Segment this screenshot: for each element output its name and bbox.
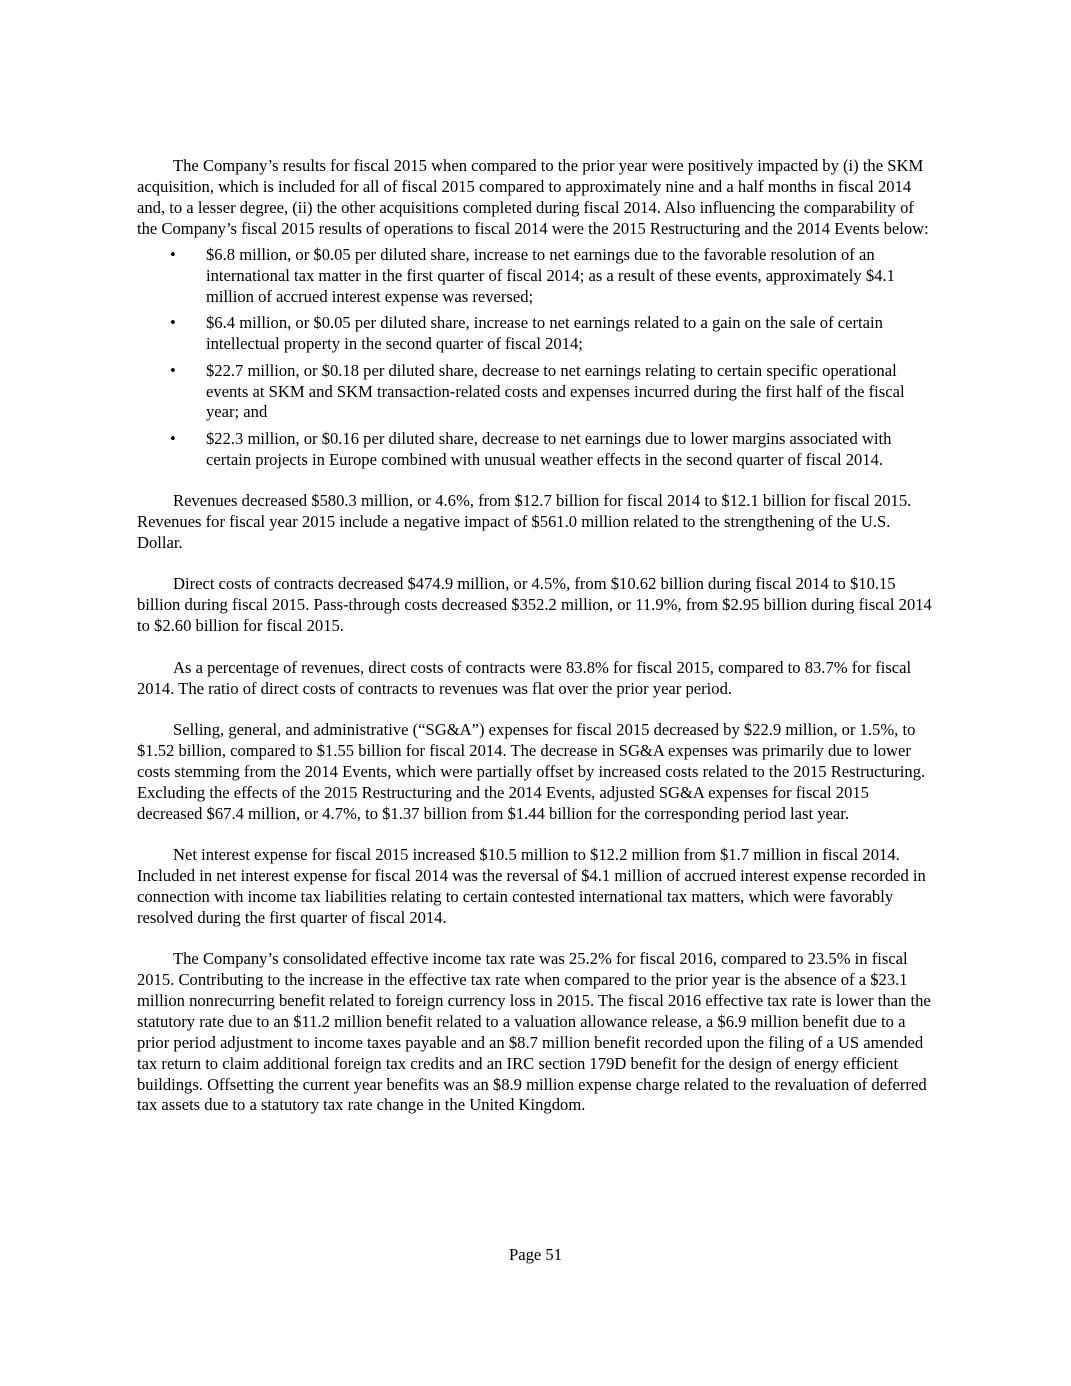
bullet-item [137,361,937,424]
paragraph-spacer [137,637,937,658]
percentage-paragraph: As a percentage of revenues, direct costs of contracts were 83.8% for fiscal 2015, compared to 83.7% for fiscal 2014. The ratio of direct costs of contracts to revenues was flat over the prior year period. [137,657,912,698]
intro-paragraph: The Company’s results for fiscal 2015 when compared to the prior year were positively impacted by (i) the SKM acquisition, which is included for all of fiscal 2015 compared to approximately nine and a half months in fiscal 2014 and, to a lesser degree, (ii) the other acquisitions completed during fiscal 2014. Also influencing the comparability of the Company’s fiscal 2015 results of operations to fiscal 2014 were the 2015 Restructuring and the 2014 Events below: [137,156,929,238]
bullet-text: $22.3 million, or $0.16 per diluted share, decrease to net earnings due to lower margins associated with certain projects in Europe combined with unusual weather effects in the second quarter of fiscal 2014. [206,428,892,469]
interest-paragraph: Net interest expense for fiscal 2015 increased $10.5 million to $12.2 million from $1.7 million in fiscal 2014. Included in net interest expense for fiscal 2014 was the reversal of $4.1 million of accrued interest expense recorded in connection with income tax liabilities relating to certain contested international tax matters, which were favorably resolved during the first quarter of fiscal 2014. [137,844,926,927]
bullet-icon: • [170,245,176,265]
tax-rate-paragraph: The Company’s consolidated effective income tax rate was 25.2% for fiscal 2016, compared to 23.5% in fiscal 2015. Contributing to the increase in the effective tax rate when compared to the prior year is the absence of a $23.1 million nonrecurring benefit related to foreign currency loss in 2015. The fiscal 2016 effective tax rate is lower than the statutory rate due to an $11.2 million benefit related to a valuation allowance release, a $6.9 million benefit due to a prior period adjustment to income taxes payable and an $8.7 million benefit recorded upon the filing of a US amended tax return to claim additional foreign tax credits and an IRC section 179D benefit for the design of energy efficient buildings. Offsetting the current year benefits was an $8.9 million expense charge related to the revaluation of deferred tax assets due to a statutory tax rate change in the United Kingdom. [137,949,931,1115]
sga-paragraph: Selling, general, and administrative (“SG&A”) expenses for fiscal 2015 decreased by $22.9 million, or 1.5%, to $1.52 billion, compared to $1.55 billion for fiscal 2014. The decrease in SG&A expenses was primarily due to lower costs stemming from the 2014 Events, which were partially offset by increased costs related to the 2015 Restructuring. Excluding the effects of the 2015 Restructuring and the 2014 Events, adjusted SG&A expenses for fiscal 2015 decreased $67.4 million, or 4.7%, to $1.37 billion from $1.44 billion for the corresponding period last year. [137,719,926,823]
page-number: Page 51 [509,1245,562,1264]
bullet-item [137,313,937,355]
paragraph-spacer [137,824,937,845]
bullet-text: $22.7 million, or $0.18 per diluted share, decrease to net earnings relating to certain specific operational events at SKM and SKM transaction-related costs and expenses incurred during the first half of the fiscal year; and [206,360,905,422]
bullet-icon: • [170,360,176,380]
bullet-item [137,245,937,308]
bullet-icon: • [170,428,176,448]
paragraph-spacer [137,554,937,575]
bullet-icon: • [170,313,176,333]
events-bullet-list [137,245,937,471]
bullet-text: $6.8 million, or $0.05 per diluted share, increase to net earnings due to the favorable resolution of an international tax matter in the first quarter of fiscal 2014; as a result of these events, approximately $4.1 million of accrued interest expense was reversed; [206,245,895,306]
bullet-item [137,429,937,471]
paragraph-spacer [137,929,937,950]
paragraph-spacer [137,699,937,720]
page-body [137,156,937,1116]
revenues-paragraph: Revenues decreased $580.3 million, or 4.6%, from $12.7 billion for fiscal 2014 to $12.1 billion for fiscal 2015. Revenues for fiscal year 2015 include a negative impact of $561.0 million related to the strengthening of the U.S. Dollar. [137,491,912,552]
bullet-text: $6.4 million, or $0.05 per diluted share, increase to net earnings related to a gain on the sale of certain intellectual property in the second quarter of fiscal 2014; [206,313,883,354]
direct-costs-paragraph: Direct costs of contracts decreased $474.9 million, or 4.5%, from $10.62 billion during fiscal 2014 to $10.15 billion during fiscal 2015. Pass-through costs decreased $352.2 million, or 11.9%, from $2.95 billion during fiscal 2014 to $2.60 billion for fiscal 2015. [137,574,932,636]
paragraph-spacer [137,471,937,492]
